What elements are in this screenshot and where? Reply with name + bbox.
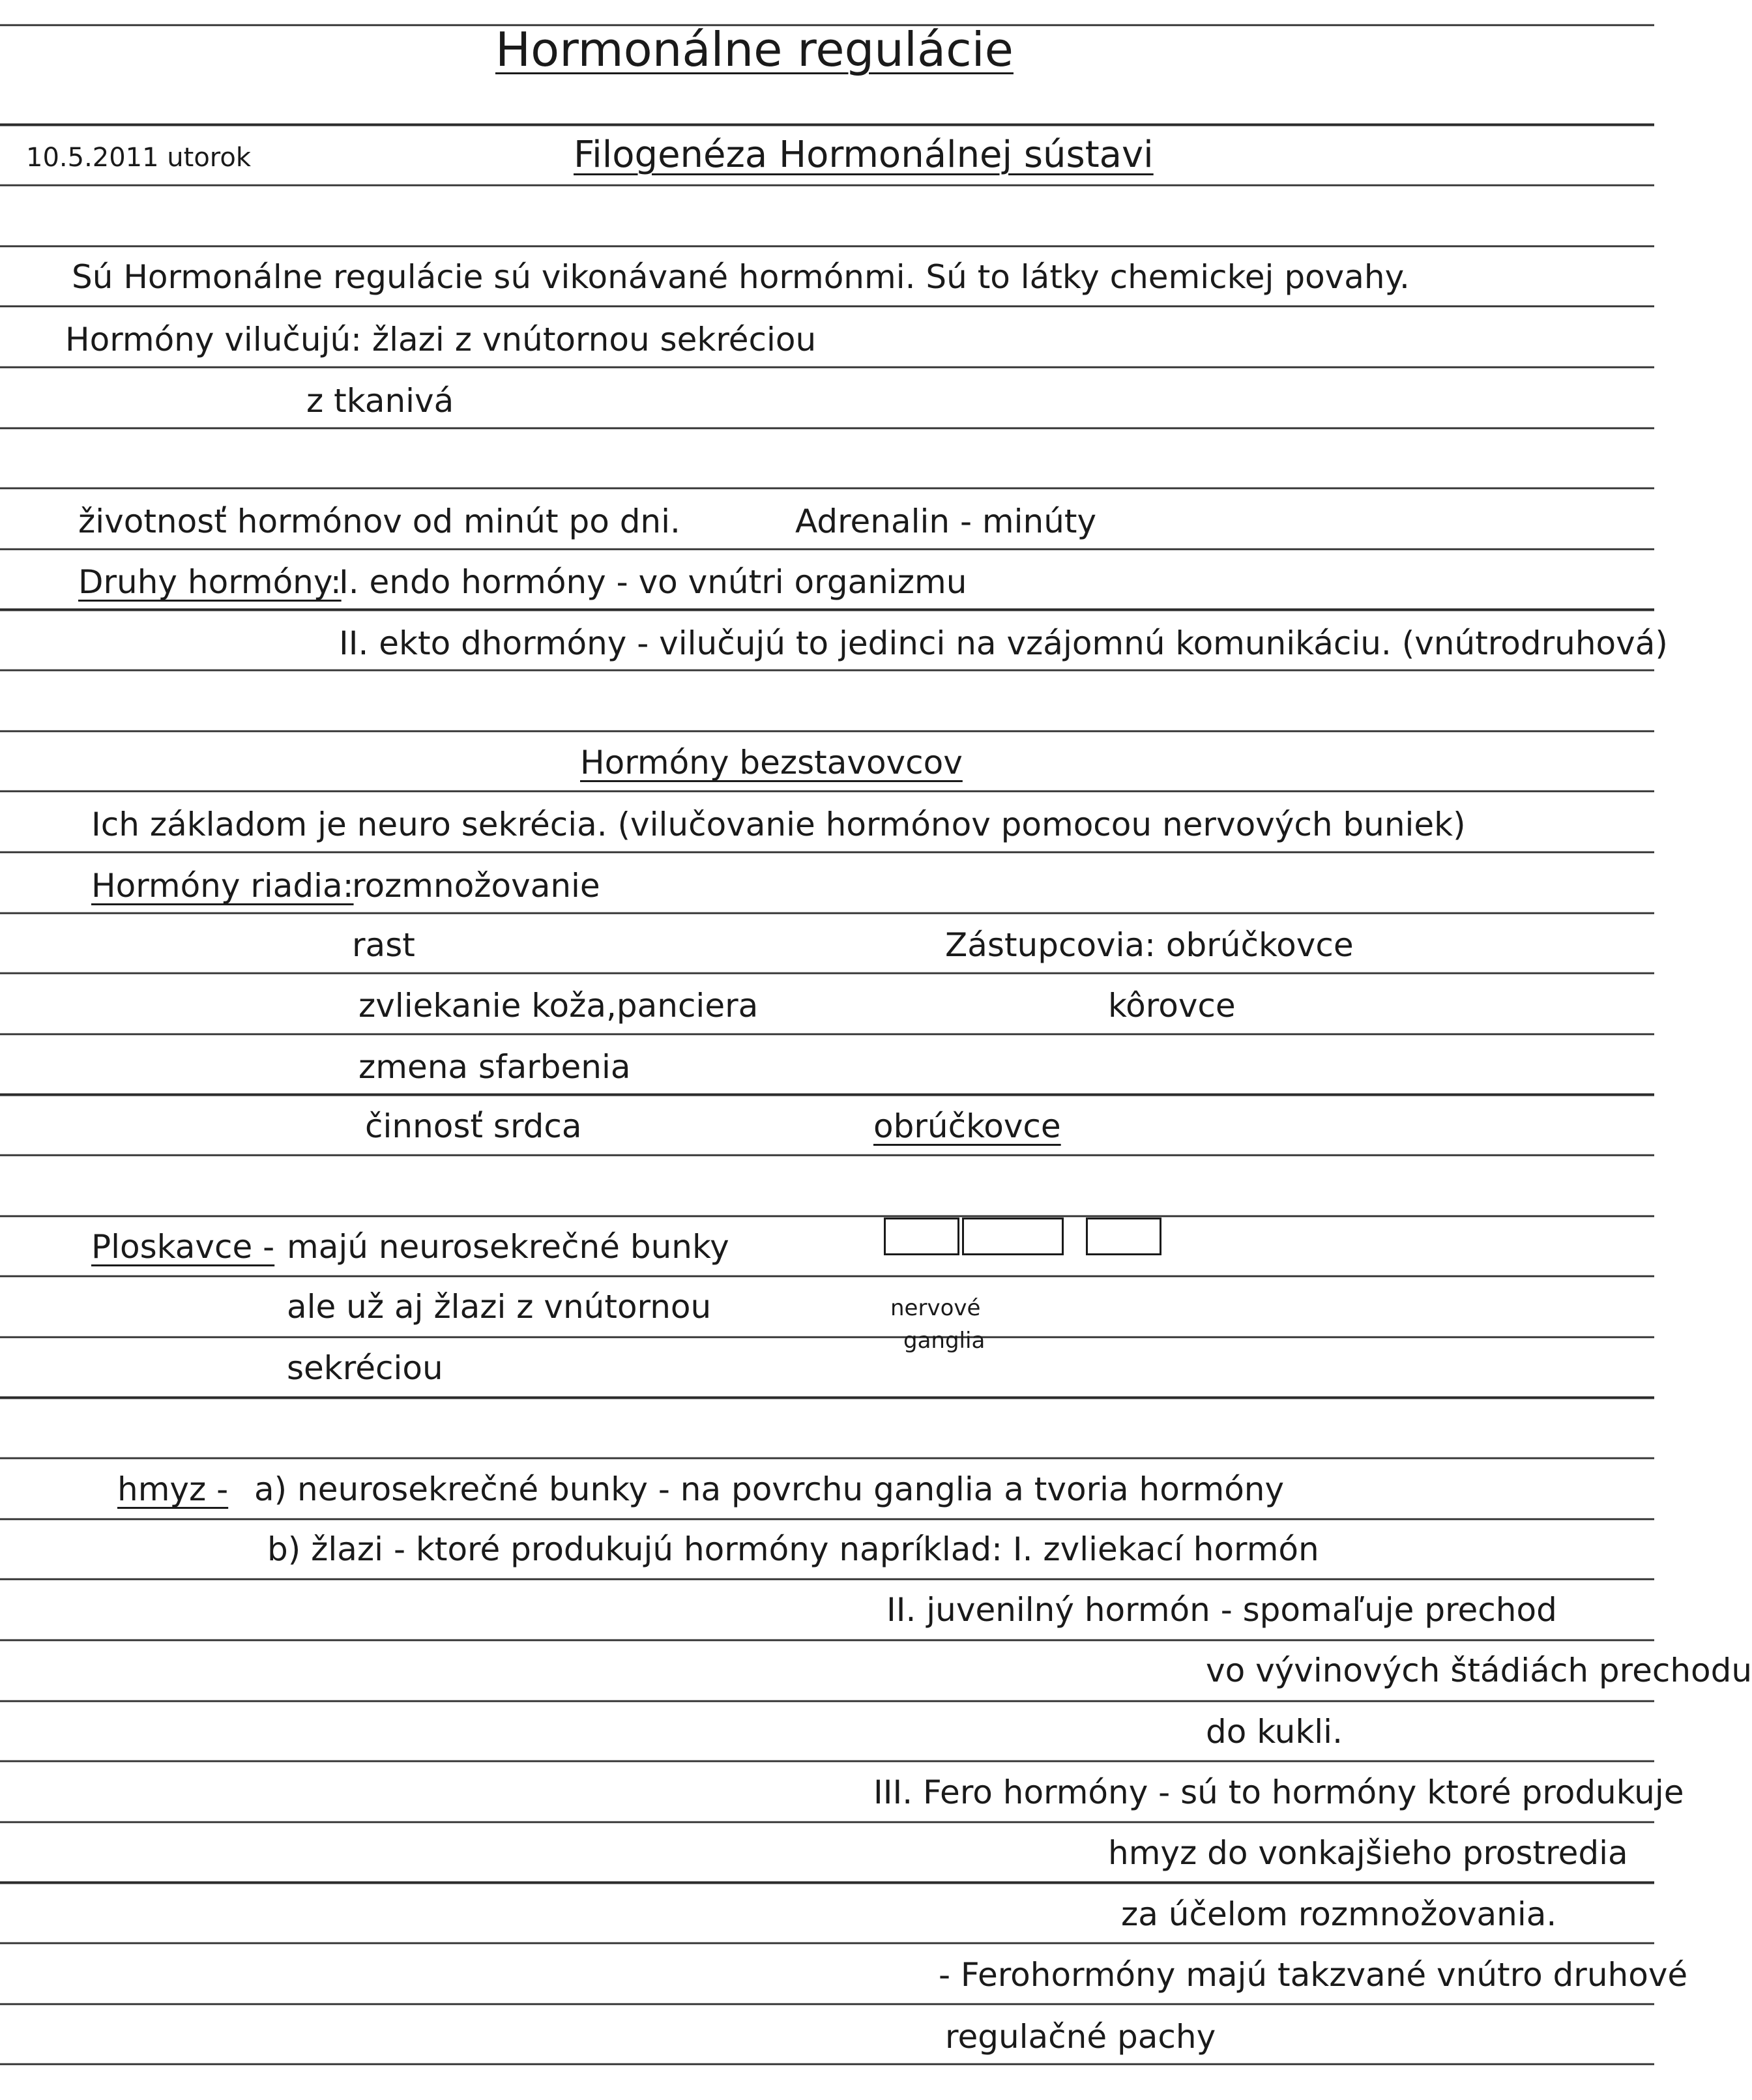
note-line: rozmnožovanie bbox=[352, 867, 600, 905]
note-line: - Ferohormóny majú takzvané vnútro druhové bbox=[939, 1956, 1688, 1994]
note-label: Druhy hormóny: bbox=[78, 563, 342, 601]
note-line: zvliekanie koža,panciera bbox=[358, 987, 759, 1025]
note-line: ale už aj žlazi z vnútornou bbox=[287, 1288, 712, 1326]
diagram-label: ganglia bbox=[903, 1328, 986, 1354]
note-line: z tkanivá bbox=[306, 382, 454, 420]
note-line: za účelom rozmnožovania. bbox=[1121, 1895, 1557, 1933]
note-line: hmyz do vonkajšieho prostredia bbox=[1108, 1834, 1628, 1872]
note-line: obrúčkovce bbox=[873, 1107, 1061, 1145]
note-line: kôrovce bbox=[1108, 987, 1236, 1025]
note-line: životnosť hormónov od minút po dni. bbox=[78, 503, 680, 540]
ganglion-diagram-box bbox=[884, 1218, 959, 1255]
note-line: a) neurosekrečné bunky - na povrchu ganglia a tvoria hormóny bbox=[254, 1470, 1285, 1508]
note-line: II. ekto dhormóny - vilučujú to jedinci na vzájomnú komunikáciu. (vnútrodruhová) bbox=[339, 624, 1668, 662]
ganglion-diagram-box bbox=[1086, 1218, 1161, 1255]
date-note: 10.5.2011 utorok bbox=[26, 143, 251, 173]
section-heading-invertebrates: Hormóny bezstavovcov bbox=[580, 744, 963, 781]
diagram-label: nervové bbox=[890, 1295, 981, 1321]
note-line: majú neurosekrečné bunky bbox=[287, 1228, 729, 1266]
note-line: regulačné pachy bbox=[945, 2018, 1216, 2056]
note-label: Ploskavce - bbox=[91, 1228, 275, 1266]
note-line: Zástupcovia: obrúčkovce bbox=[945, 926, 1354, 964]
note-line: III. Fero hormóny - sú to hormóny ktoré produkuje bbox=[873, 1773, 1684, 1811]
ganglion-diagram-box bbox=[962, 1218, 1064, 1255]
note-line: b) žlazi - ktoré produkujú hormóny napríklad: I. zvliekací hormón bbox=[267, 1530, 1319, 1568]
page-title: Hormonálne regulácie bbox=[495, 22, 1014, 77]
note-line: rast bbox=[352, 926, 415, 964]
note-label: hmyz - bbox=[117, 1470, 229, 1508]
note-line: Adrenalin - minúty bbox=[795, 503, 1097, 540]
note-line: zmena sfarbenia bbox=[358, 1048, 631, 1086]
note-line: do kukli. bbox=[1206, 1713, 1343, 1751]
note-label: Hormóny riadia: bbox=[91, 867, 354, 905]
note-line: II. juvenilný hormón - spomaľuje prechod bbox=[886, 1591, 1557, 1629]
note-line: Ich základom je neuro sekrécia. (vilučovanie hormónov pomocou nervových buniek) bbox=[91, 806, 1466, 843]
section-heading-phylogeny: Filogenéza Hormonálnej sústavi bbox=[574, 134, 1154, 176]
note-line: vo vývinových štádiách prechodu bbox=[1206, 1652, 1752, 1689]
note-line: Sú Hormonálne regulácie sú vikonávané hormónmi. Sú to látky chemickej povahy. bbox=[72, 258, 1410, 296]
note-line: Hormóny vilučujú: žlazi z vnútornou sekréciou bbox=[65, 321, 817, 358]
note-line: I. endo hormóny - vo vnútri organizmu bbox=[339, 563, 967, 601]
note-line: činnosť srdca bbox=[365, 1107, 582, 1145]
note-line: sekréciou bbox=[287, 1349, 443, 1387]
